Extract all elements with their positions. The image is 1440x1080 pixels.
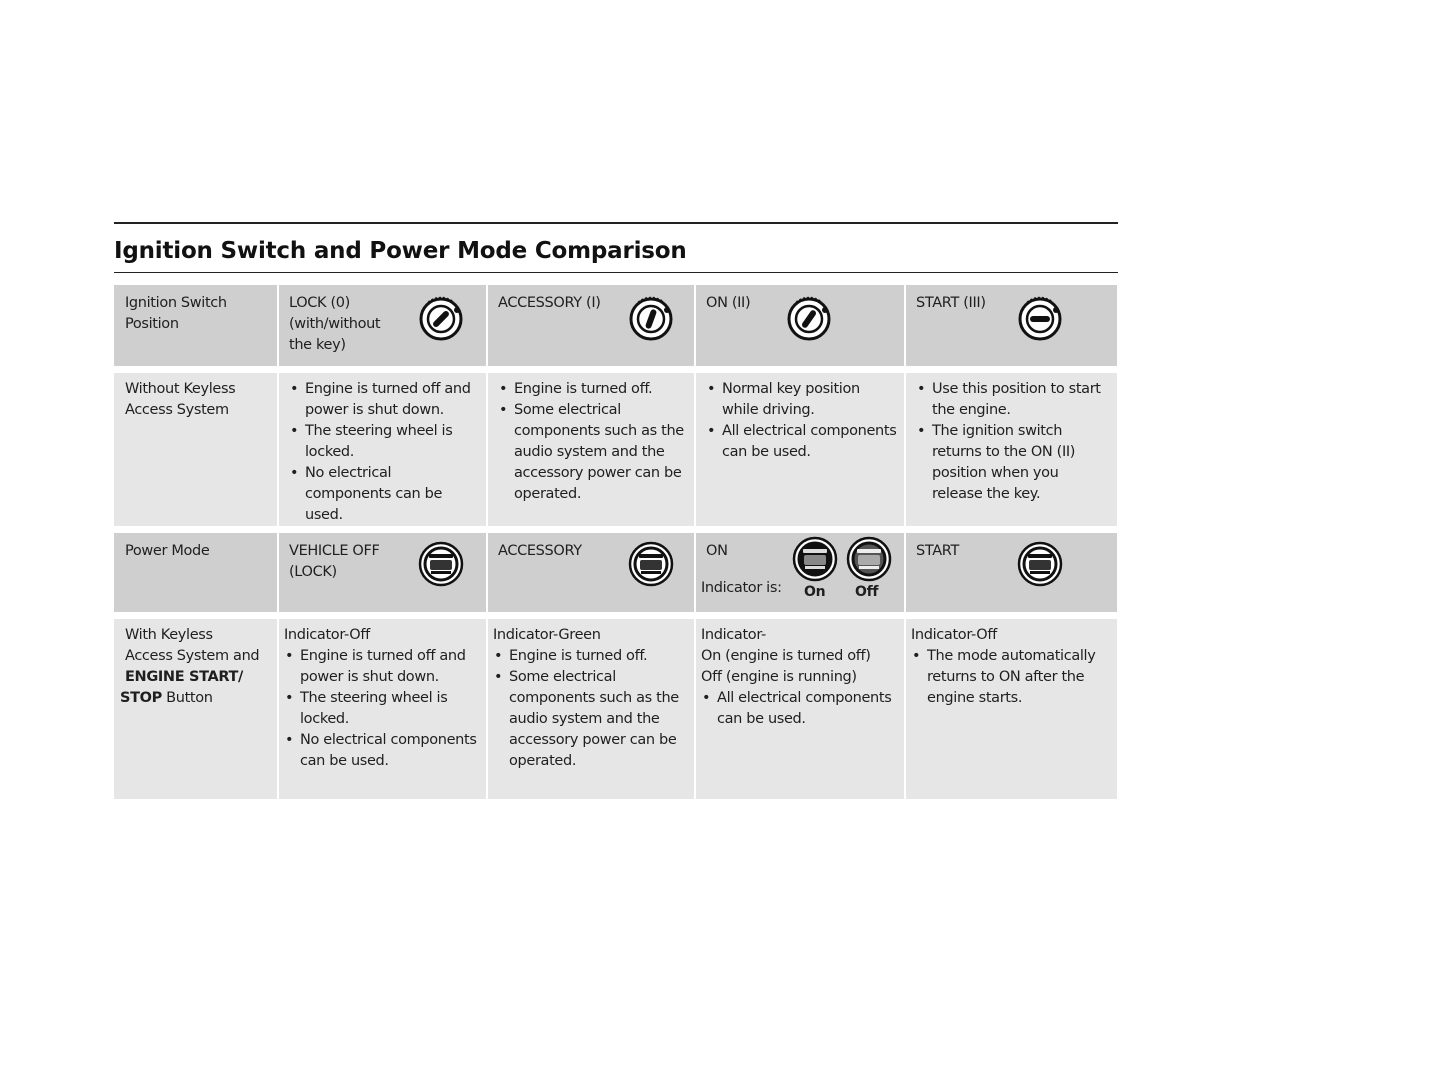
bullet-list — [284, 646, 480, 772]
indicator-on-label: On — [804, 584, 826, 600]
bullet-list — [289, 379, 480, 526]
list-item: • The mode automatically returns to ON after the engine starts. — [911, 646, 1111, 709]
list-item: • Normal key position while driving. — [706, 379, 898, 421]
row-header: Without Keyless Access System — [125, 381, 236, 418]
indicator-status: Indicator-Off — [284, 627, 370, 643]
list-item: • Engine is turned off and power is shut down. — [284, 646, 480, 688]
power-button-icon — [628, 541, 674, 587]
mode-label: VEHICLE OFF (LOCK) — [289, 543, 380, 580]
row-header-line: Access System and — [125, 648, 260, 664]
row-header: Ignition Switch Position — [125, 295, 227, 332]
cell-lock — [279, 285, 486, 366]
page-title: Ignition Switch and Power Mode Comparison — [114, 238, 687, 264]
row-header-line — [120, 688, 271, 709]
row-without-keyless — [114, 373, 1117, 526]
cell-accessory — [488, 285, 694, 366]
list-item: • Some electrical components such as the audio system and the accessory power can be operated. — [493, 667, 688, 772]
button-label: Button — [161, 690, 213, 706]
cell-lock — [279, 373, 486, 526]
position-label: START (III) — [916, 295, 986, 311]
key-lock-icon — [418, 296, 464, 342]
list-item: • No electrical components can be used. — [289, 463, 480, 526]
bullet-list — [911, 646, 1111, 709]
cell-start — [906, 373, 1117, 526]
row-header: Power Mode — [125, 543, 210, 559]
position-label: ON (II) — [706, 295, 751, 311]
list-item: • The steering wheel is locked. — [284, 688, 480, 730]
indicator-note: Off (engine is running) — [701, 669, 857, 685]
row-header-line: With Keyless — [125, 627, 213, 643]
mode-label: ACCESSORY — [498, 543, 582, 559]
key-start-icon — [1017, 296, 1063, 342]
bullet-list — [498, 379, 688, 505]
indicator-status: Indicator- — [701, 627, 766, 643]
power-button-off-icon — [846, 536, 892, 582]
cell-on — [696, 619, 904, 799]
cell-start — [906, 285, 1117, 366]
cell-start — [906, 619, 1117, 799]
row-header — [114, 619, 277, 799]
list-item: • No electrical components can be used. — [284, 730, 480, 772]
list-item: • The ignition switch returns to the ON (II) position when you release the key. — [916, 421, 1111, 505]
bullet-list — [701, 688, 898, 730]
indicator-status: Indicator-Green — [493, 627, 601, 643]
position-label: ACCESSORY (I) — [498, 295, 601, 311]
power-button-on-icon — [792, 536, 838, 582]
list-item: • All electrical components can be used. — [701, 688, 898, 730]
indicator-status: Indicator-Off — [911, 627, 997, 643]
power-button-icon — [418, 541, 464, 587]
list-item: • Engine is turned off and power is shut down. — [289, 379, 480, 421]
bullet-list — [493, 646, 688, 772]
cell-accessory — [488, 533, 694, 612]
list-item: • Engine is turned off. — [498, 379, 688, 400]
cell-on — [696, 533, 904, 612]
key-accessory-icon — [628, 296, 674, 342]
row-power-mode — [114, 533, 1117, 612]
row-ignition-switch — [114, 285, 1117, 366]
title-rule — [114, 272, 1118, 273]
stop-label: STOP — [120, 690, 162, 706]
bullet-list — [916, 379, 1111, 505]
mode-label: ON — [706, 543, 728, 559]
cell-accessory — [488, 619, 694, 799]
row-with-keyless — [114, 619, 1117, 799]
cell-on — [696, 373, 904, 526]
indicator-off-label: Off — [855, 584, 879, 600]
cell-vehicle-off — [279, 533, 486, 612]
cell-on — [696, 285, 904, 366]
list-item: • All electrical components can be used. — [706, 421, 898, 463]
power-button-icon — [1017, 541, 1063, 587]
mode-label: START — [916, 543, 959, 559]
list-item: • The steering wheel is locked. — [289, 421, 480, 463]
top-rule — [114, 222, 1118, 224]
comparison-table — [114, 285, 1117, 799]
engine-start-label: ENGINE START/ — [125, 669, 244, 685]
cell-vehicle-off — [279, 619, 486, 799]
position-label: LOCK (0) (with/without the key) — [289, 295, 381, 353]
indicator-label: Indicator is: — [701, 580, 782, 596]
cell-accessory — [488, 373, 694, 526]
bullet-list — [706, 379, 898, 463]
indicator-note: On (engine is turned off) — [701, 648, 871, 664]
key-on-icon — [786, 296, 832, 342]
list-item: • Use this position to start the engine. — [916, 379, 1111, 421]
cell-start — [906, 533, 1117, 612]
list-item: • Engine is turned off. — [493, 646, 688, 667]
list-item: • Some electrical components such as the audio system and the accessory power can be operated. — [498, 400, 688, 505]
